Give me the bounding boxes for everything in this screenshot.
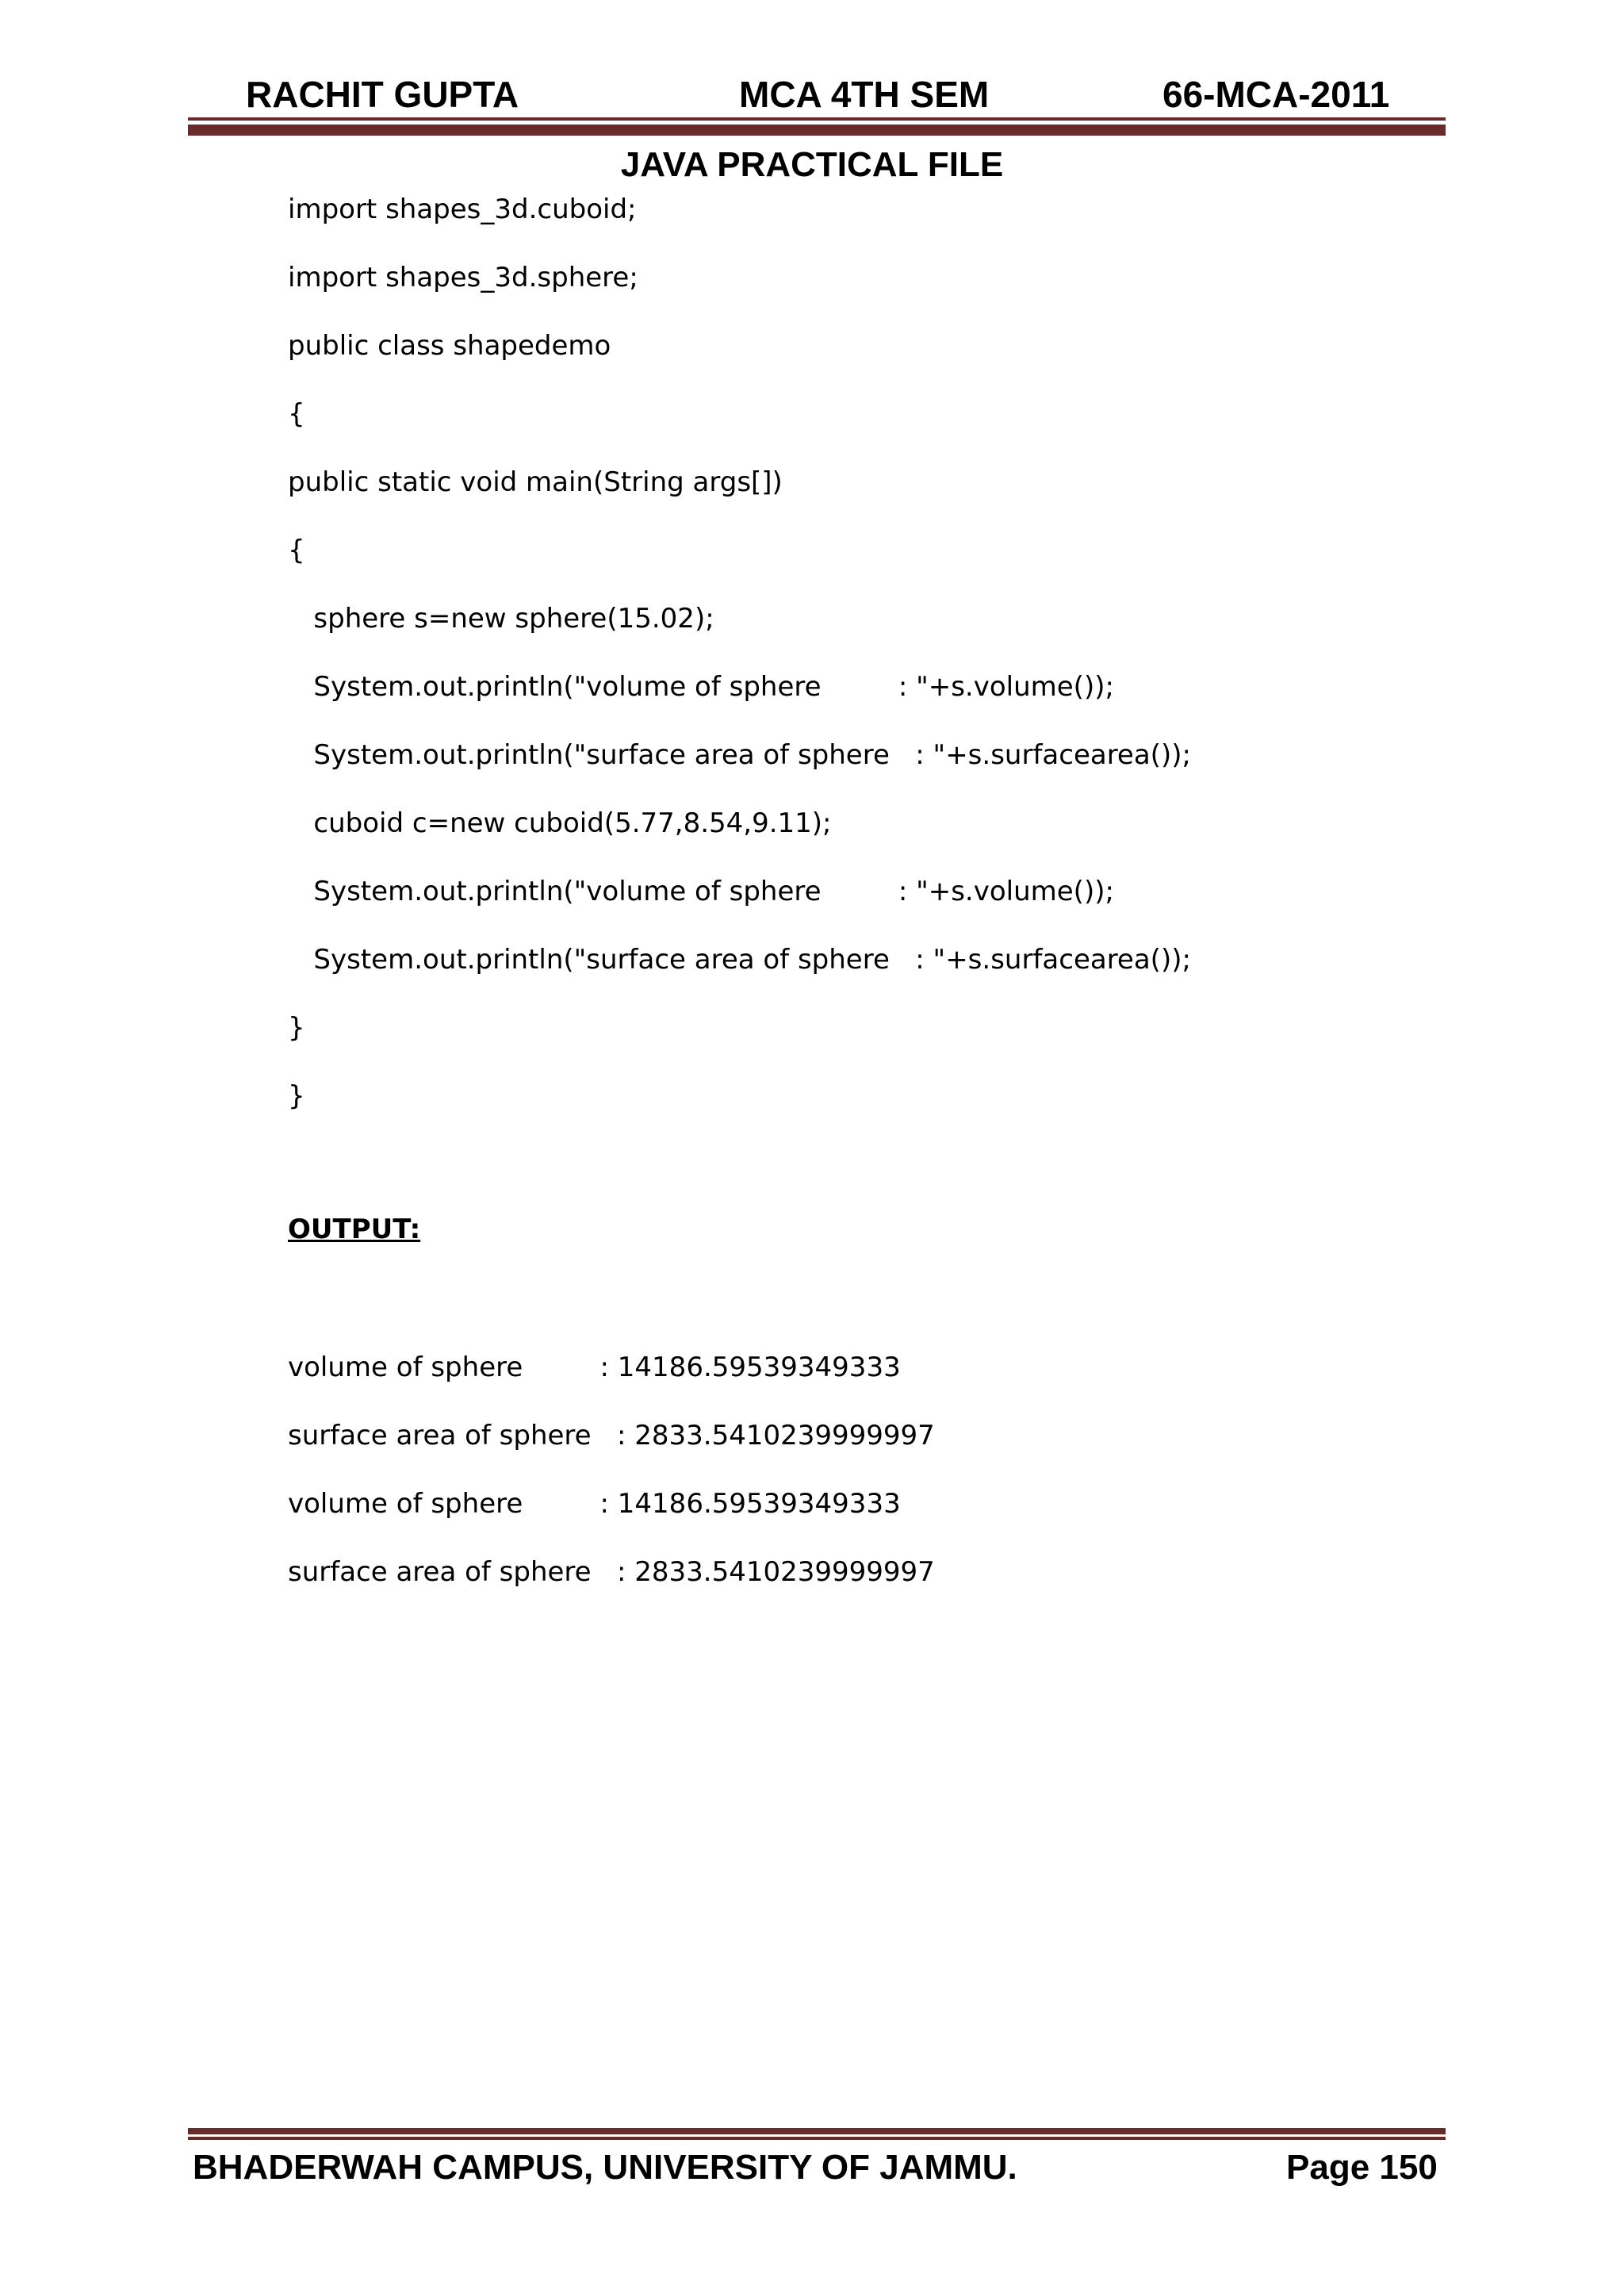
code-listing — [288, 190, 1477, 1145]
code-line: System.out.println("volume of sphere : "+s.volume()); — [288, 671, 1114, 703]
code-line: } — [288, 1080, 305, 1112]
header-rule-thin — [188, 117, 1446, 121]
code-line: public class shapedemo — [288, 330, 611, 362]
footer-page-number: Page 150 — [1286, 2148, 1438, 2187]
code-line: sphere s=new sphere(15.02); — [288, 603, 714, 635]
header-rule-thick — [188, 125, 1446, 136]
code-line: public static void main(String args[]) — [288, 466, 783, 498]
program-output — [288, 1348, 935, 1621]
output-heading: OUTPUT: — [288, 1214, 421, 1245]
page-title: JAVA PRACTICAL FILE — [620, 145, 1004, 184]
header-roll-number: 66-MCA-2011 — [1162, 74, 1390, 115]
output-line: surface area of sphere : 2833.5410239999997 — [288, 1556, 935, 1588]
code-line: System.out.println("volume of sphere : "+s.volume()); — [288, 876, 1114, 907]
code-line: cuboid c=new cuboid(5.77,8.54,9.11); — [288, 807, 832, 839]
footer-campus: BHADERWAH CAMPUS, UNIVERSITY OF JAMMU. — [193, 2148, 1017, 2187]
code-line: { — [288, 535, 305, 566]
footer-rule-thick — [188, 2128, 1446, 2134]
code-line: import shapes_3d.sphere; — [288, 262, 638, 293]
code-line: } — [288, 1012, 305, 1044]
code-line: System.out.println("surface area of sphere : "+s.surfacearea()); — [288, 944, 1191, 976]
footer-rule-thin — [188, 2137, 1446, 2140]
header-author-name: RACHIT GUPTA — [246, 74, 519, 115]
code-line: System.out.println("surface area of sphere : "+s.surfacearea()); — [288, 739, 1191, 771]
output-line: volume of sphere : 14186.59539349333 — [288, 1488, 901, 1520]
output-line: surface area of sphere : 2833.5410239999997 — [288, 1420, 935, 1451]
output-line: volume of sphere : 14186.59539349333 — [288, 1352, 901, 1383]
code-line: import shapes_3d.cuboid; — [288, 194, 637, 225]
header-semester: MCA 4TH SEM — [739, 74, 990, 115]
code-line: { — [288, 398, 305, 430]
